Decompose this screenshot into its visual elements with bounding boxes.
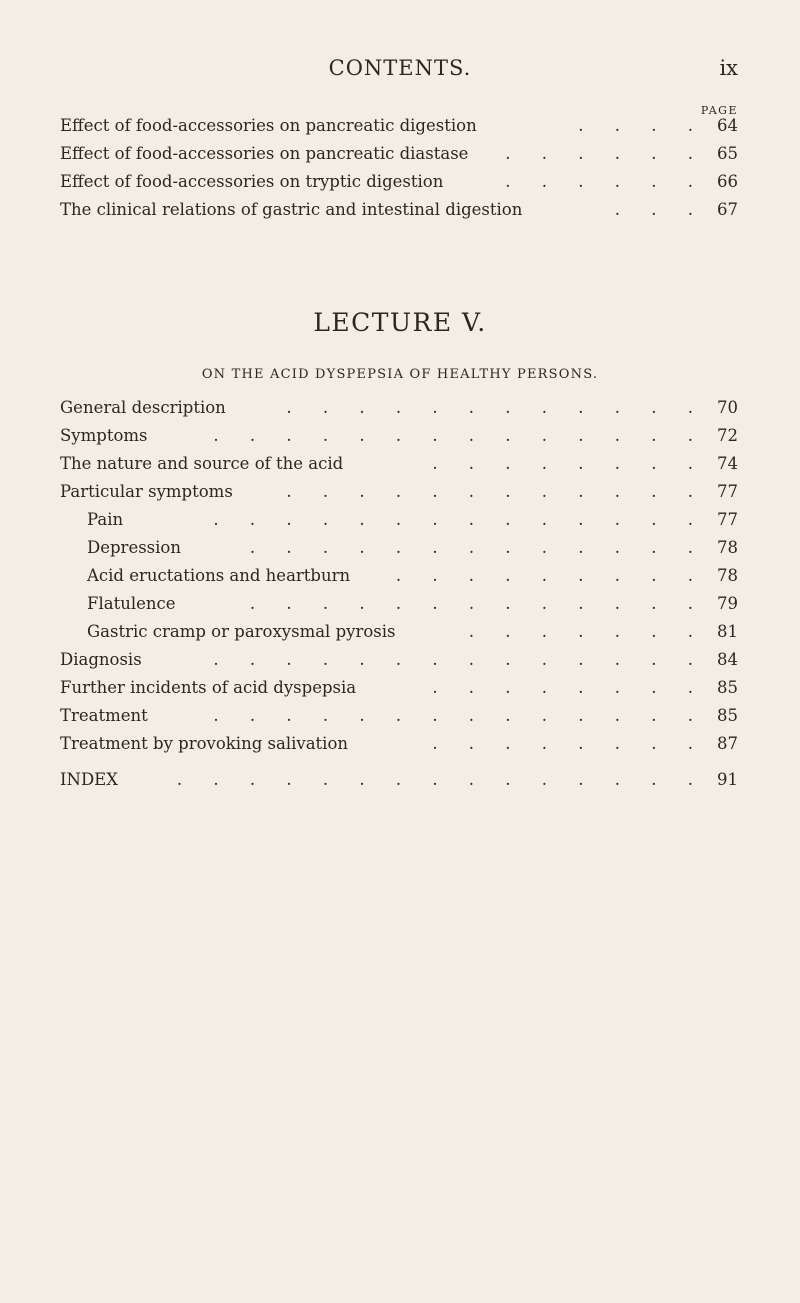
running-head-page-number: ix: [719, 56, 738, 80]
toc-dot-leader: . . . . . . . . . . . . . .: [213, 426, 706, 445]
toc-entry-title: Treatment: [60, 706, 148, 725]
toc-entry-page: 81: [717, 622, 738, 641]
toc-block-index: [60, 766, 738, 794]
toc-dot-leader: . . . . . . . .: [432, 678, 706, 697]
toc-entry: [60, 506, 738, 534]
toc-entry-page: 77: [717, 482, 738, 501]
toc-entry-title: INDEX: [60, 770, 118, 789]
toc-dot-leader: . . . . . . . .: [432, 734, 706, 753]
toc-dot-leader: . . . .: [578, 116, 706, 135]
toc-entry: [60, 534, 738, 562]
toc-dot-leader: . . . . . .: [505, 144, 706, 163]
toc-dot-leader: . . . . . . .: [468, 622, 706, 641]
toc-entry: [60, 112, 738, 140]
toc-entry-title: Acid eructations and heartburn: [87, 566, 351, 585]
toc-dot-leader: . . . . . . . . . . . . . .: [213, 510, 706, 529]
toc-entry-title: Effect of food-accessories on tryptic digestion: [60, 172, 444, 191]
toc-entry-page: 64: [717, 116, 738, 135]
toc-entry: [60, 590, 738, 618]
toc-entry-title: The nature and source of the acid: [60, 454, 344, 473]
toc-entry-title: Flatulence: [87, 594, 176, 613]
lecture-heading: LECTURE V.: [313, 308, 487, 337]
toc-entry-page: 65: [717, 144, 738, 163]
toc-entry: [60, 394, 738, 422]
toc-entry-page: 84: [717, 650, 738, 669]
toc-entry: [60, 766, 738, 794]
toc-dot-leader: . . . . . . . .: [432, 454, 706, 473]
toc-block-top: [60, 112, 738, 224]
toc-entry-page: 66: [717, 172, 738, 191]
toc-entry-title: Effect of food-accessories on pancreatic diastase: [60, 144, 469, 163]
toc-entry-title: General description: [60, 398, 226, 417]
toc-entry: [60, 730, 738, 758]
toc-entry: [60, 140, 738, 168]
toc-entry: [60, 168, 738, 196]
toc-block-lecture: [60, 394, 738, 758]
toc-entry-page: 85: [717, 706, 738, 725]
toc-dot-leader: . . . . . . . . . . . . . .: [213, 706, 706, 725]
toc-entry-page: 87: [717, 734, 738, 753]
toc-entry: [60, 562, 738, 590]
toc-dot-leader: . . . . . . . . . . . . .: [249, 594, 706, 613]
toc-entry: [60, 646, 738, 674]
running-head: [0, 56, 800, 84]
toc-dot-leader: . . . . . . . . . . . .: [286, 482, 706, 501]
toc-entry: [60, 674, 738, 702]
toc-entry-title: The clinical relations of gastric and intestinal digestion: [60, 200, 523, 219]
toc-entry-page: 91: [717, 770, 738, 789]
page-column-label: PAGE: [700, 104, 738, 117]
toc-entry-page: 67: [717, 200, 738, 219]
toc-entry-title: Effect of food-accessories on pancreatic digestion: [60, 116, 477, 135]
toc-entry-title: Depression: [87, 538, 181, 557]
toc-entry: [60, 478, 738, 506]
toc-dot-leader: . . .: [614, 200, 706, 219]
toc-entry: [60, 702, 738, 730]
toc-entry-title: Particular symptoms: [60, 482, 233, 501]
toc-entry-page: 72: [717, 426, 738, 445]
toc-entry-page: 78: [717, 566, 738, 585]
toc-entry-page: 74: [717, 454, 738, 473]
toc-entry: [60, 422, 738, 450]
toc-entry-title: Treatment by provoking salivation: [60, 734, 349, 753]
toc-entry-title: Further incidents of acid dyspepsia: [60, 678, 357, 697]
toc-entry-page: 79: [717, 594, 738, 613]
lecture-subtitle: ON THE ACID DYSPEPSIA OF HEALTHY PERSONS.: [201, 367, 599, 382]
toc-entry-page: 85: [717, 678, 738, 697]
toc-entry-page: 77: [717, 510, 738, 529]
toc-entry-title: Symptoms: [60, 426, 148, 445]
toc-dot-leader: . . . . . . . . . . . . .: [249, 538, 706, 557]
toc-entry-title: Gastric cramp or paroxysmal pyrosis: [87, 622, 396, 641]
toc-entry-page: 78: [717, 538, 738, 557]
running-head-title: CONTENTS.: [328, 56, 472, 80]
toc-entry-title: Diagnosis: [60, 650, 142, 669]
toc-entry: [60, 450, 738, 478]
toc-entry: [60, 196, 738, 224]
toc-dot-leader: . . . . . . . . . . . . . . .: [176, 770, 706, 789]
toc-entry-page: 70: [717, 398, 738, 417]
toc-entry-title: Pain: [87, 510, 124, 529]
toc-dot-leader: . . . . . .: [505, 172, 706, 191]
toc-dot-leader: . . . . . . . . . . . . . .: [213, 650, 706, 669]
toc-dot-leader: . . . . . . . . .: [395, 566, 706, 585]
toc-dot-leader: . . . . . . . . . . . .: [286, 398, 706, 417]
toc-entry: [60, 618, 738, 646]
